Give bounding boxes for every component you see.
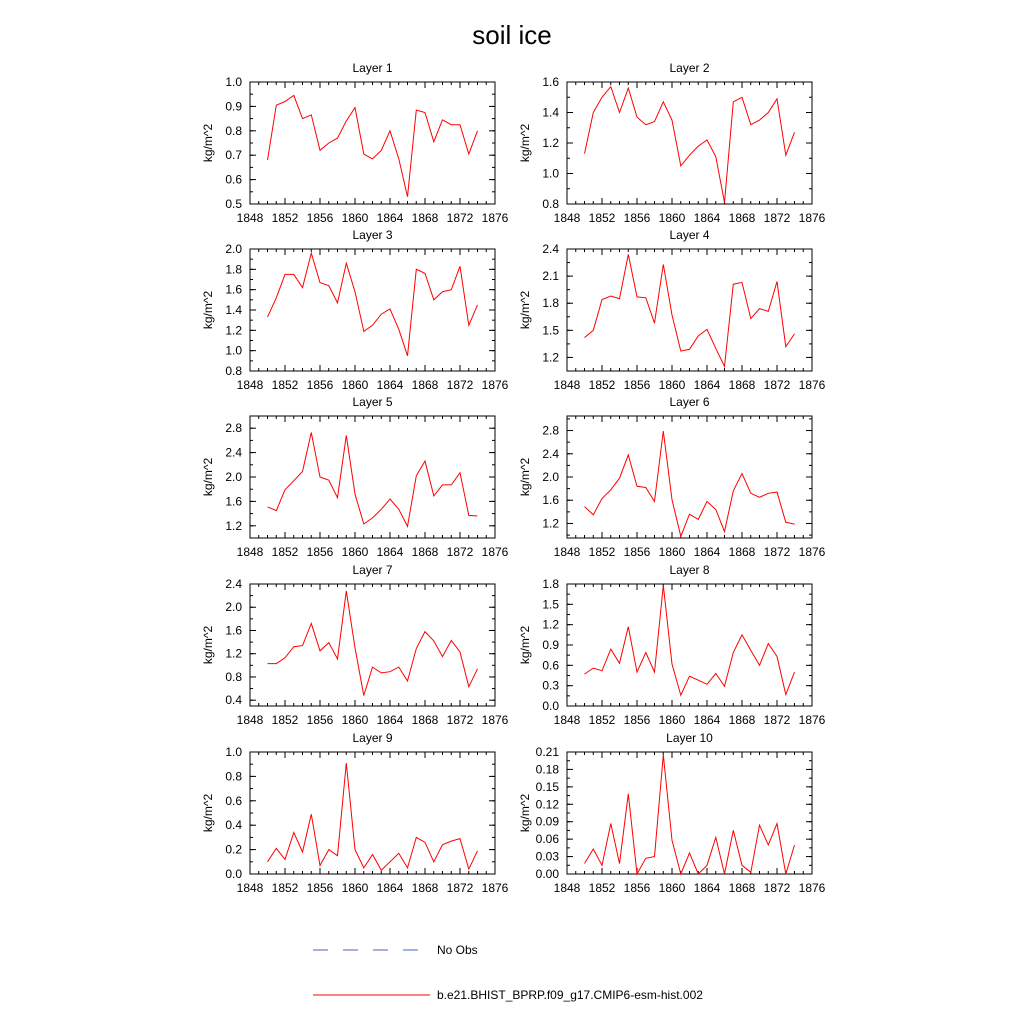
x-tick-label: 1868 bbox=[411, 713, 439, 727]
panel-title: Layer 6 bbox=[669, 395, 710, 409]
x-tick-label: 1872 bbox=[763, 378, 791, 392]
x-tick-label: 1868 bbox=[411, 378, 439, 392]
x-tick-label: 1876 bbox=[798, 545, 826, 559]
panel-title: Layer 1 bbox=[352, 61, 393, 75]
x-tick-label: 1876 bbox=[798, 378, 826, 392]
chart-panel-2 bbox=[518, 61, 826, 225]
y-tick-label: 0.6 bbox=[542, 658, 559, 673]
series-line bbox=[585, 755, 795, 874]
series-line bbox=[268, 591, 478, 696]
x-tick-label: 1872 bbox=[763, 713, 791, 727]
chart-panel-8 bbox=[518, 563, 826, 727]
y-tick-label: 2.0 bbox=[225, 600, 242, 615]
x-tick-label: 1872 bbox=[446, 211, 474, 225]
y-tick-label: 0.9 bbox=[542, 638, 559, 652]
x-tick-label: 1872 bbox=[763, 545, 791, 559]
y-tick-label: 0.09 bbox=[535, 814, 559, 829]
y-tick-label: 0.8 bbox=[225, 769, 242, 784]
x-tick-label: 1876 bbox=[481, 211, 509, 225]
y-axis-label: kg/m^2 bbox=[518, 625, 532, 665]
y-tick-label: 0.8 bbox=[225, 123, 242, 138]
plot-frame bbox=[567, 82, 812, 204]
x-tick-label: 1848 bbox=[236, 378, 264, 392]
panel-title: Layer 7 bbox=[352, 563, 393, 577]
series-line bbox=[268, 763, 478, 870]
series-line bbox=[585, 431, 795, 536]
y-tick-label: 0.3 bbox=[542, 678, 559, 693]
x-tick-label: 1868 bbox=[728, 211, 756, 225]
panel-title: Layer 10 bbox=[666, 731, 713, 745]
y-axis-label: kg/m^2 bbox=[201, 457, 215, 497]
x-tick-label: 1852 bbox=[271, 378, 299, 392]
x-tick-label: 1864 bbox=[376, 545, 404, 559]
x-tick-label: 1872 bbox=[446, 545, 474, 559]
x-tick-label: 1872 bbox=[763, 211, 791, 225]
chart-panel-6 bbox=[518, 395, 826, 559]
x-tick-label: 1856 bbox=[623, 713, 651, 727]
x-tick-label: 1860 bbox=[341, 545, 369, 559]
x-tick-label: 1872 bbox=[446, 713, 474, 727]
y-tick-label: 2.4 bbox=[542, 446, 559, 461]
x-tick-label: 1872 bbox=[446, 378, 474, 392]
x-tick-label: 1864 bbox=[376, 211, 404, 225]
x-tick-label: 1856 bbox=[623, 378, 651, 392]
figure-title: soil ice bbox=[472, 20, 552, 50]
x-tick-label: 1848 bbox=[553, 378, 581, 392]
x-tick-label: 1848 bbox=[236, 211, 264, 225]
legend-no-obs-label: No Obs bbox=[437, 943, 478, 957]
x-tick-label: 1852 bbox=[271, 713, 299, 727]
y-tick-label: 2.0 bbox=[225, 242, 242, 256]
y-tick-label: 1.2 bbox=[542, 350, 559, 365]
y-tick-label: 1.8 bbox=[225, 262, 242, 277]
x-tick-label: 1868 bbox=[411, 545, 439, 559]
x-tick-label: 1876 bbox=[798, 713, 826, 727]
panel-title: Layer 9 bbox=[352, 731, 393, 745]
x-tick-label: 1852 bbox=[271, 545, 299, 559]
x-tick-label: 1848 bbox=[553, 713, 581, 727]
y-tick-label: 1.6 bbox=[225, 494, 242, 509]
series-line bbox=[585, 585, 795, 695]
y-tick-label: 0.5 bbox=[225, 197, 242, 211]
y-tick-label: 2.8 bbox=[225, 421, 242, 436]
y-tick-label: 1.0 bbox=[542, 166, 559, 181]
y-tick-label: 0.0 bbox=[542, 699, 559, 713]
x-tick-label: 1852 bbox=[588, 378, 616, 392]
x-tick-label: 1872 bbox=[763, 881, 791, 895]
y-tick-label: 0.15 bbox=[535, 779, 559, 794]
x-tick-label: 1876 bbox=[481, 881, 509, 895]
chart-panel-1 bbox=[201, 61, 509, 225]
series-line bbox=[268, 253, 478, 356]
y-tick-label: 2.0 bbox=[542, 470, 559, 484]
x-tick-label: 1876 bbox=[481, 713, 509, 727]
y-tick-label: 0.18 bbox=[535, 762, 559, 777]
y-tick-label: 1.2 bbox=[225, 323, 242, 338]
x-tick-label: 1856 bbox=[623, 211, 651, 225]
y-tick-label: 0.9 bbox=[225, 99, 242, 114]
x-tick-label: 1856 bbox=[306, 545, 334, 559]
chart-panel-4 bbox=[518, 228, 826, 392]
panel-title: Layer 4 bbox=[669, 228, 710, 242]
y-tick-label: 0.8 bbox=[542, 197, 559, 211]
x-tick-label: 1864 bbox=[693, 211, 721, 225]
y-tick-label: 0.0 bbox=[225, 867, 242, 881]
x-tick-label: 1860 bbox=[658, 378, 686, 392]
x-tick-label: 1860 bbox=[658, 211, 686, 225]
y-tick-label: 1.5 bbox=[542, 323, 559, 338]
plot-frame bbox=[567, 416, 812, 538]
y-axis-label: kg/m^2 bbox=[201, 625, 215, 665]
panel-title: Layer 2 bbox=[669, 61, 710, 75]
x-tick-label: 1868 bbox=[411, 881, 439, 895]
y-axis-label: kg/m^2 bbox=[518, 123, 532, 163]
chart-panel-3 bbox=[201, 228, 509, 392]
y-tick-label: 1.5 bbox=[542, 597, 559, 612]
y-tick-label: 1.2 bbox=[542, 617, 559, 632]
x-tick-label: 1852 bbox=[271, 881, 299, 895]
x-tick-label: 1860 bbox=[658, 545, 686, 559]
x-tick-label: 1860 bbox=[658, 713, 686, 727]
y-tick-label: 1.6 bbox=[225, 623, 242, 638]
x-tick-label: 1852 bbox=[271, 211, 299, 225]
x-tick-label: 1864 bbox=[376, 378, 404, 392]
y-tick-label: 0.6 bbox=[225, 793, 242, 808]
x-tick-label: 1876 bbox=[481, 378, 509, 392]
y-axis-label: kg/m^2 bbox=[518, 793, 532, 833]
x-tick-label: 1876 bbox=[481, 545, 509, 559]
chart-panel-7 bbox=[201, 563, 509, 727]
y-tick-label: 2.4 bbox=[225, 577, 242, 591]
x-tick-label: 1856 bbox=[623, 545, 651, 559]
x-tick-label: 1868 bbox=[728, 378, 756, 392]
x-tick-label: 1868 bbox=[728, 713, 756, 727]
y-tick-label: 1.4 bbox=[225, 303, 242, 317]
y-tick-label: 0.03 bbox=[535, 849, 559, 864]
x-tick-label: 1868 bbox=[728, 881, 756, 895]
x-tick-label: 1864 bbox=[693, 881, 721, 895]
plot-frame bbox=[250, 584, 495, 706]
y-tick-label: 0.8 bbox=[225, 669, 242, 684]
x-tick-label: 1868 bbox=[411, 211, 439, 225]
x-tick-label: 1864 bbox=[693, 378, 721, 392]
x-tick-label: 1852 bbox=[588, 713, 616, 727]
y-tick-label: 1.2 bbox=[225, 518, 242, 533]
y-tick-label: 0.00 bbox=[535, 867, 559, 881]
series-line bbox=[585, 254, 795, 366]
plot-frame bbox=[250, 416, 495, 538]
x-tick-label: 1856 bbox=[306, 211, 334, 225]
y-tick-label: 1.0 bbox=[225, 75, 242, 89]
plot-frame bbox=[567, 249, 812, 371]
panel-title: Layer 8 bbox=[669, 563, 710, 577]
y-tick-label: 2.8 bbox=[542, 423, 559, 438]
x-tick-label: 1848 bbox=[236, 713, 264, 727]
x-tick-label: 1872 bbox=[446, 881, 474, 895]
y-tick-label: 1.8 bbox=[542, 296, 559, 311]
y-axis-label: kg/m^2 bbox=[201, 793, 215, 833]
y-tick-label: 0.2 bbox=[225, 842, 242, 857]
chart-panel-9 bbox=[201, 731, 509, 895]
x-tick-label: 1860 bbox=[341, 713, 369, 727]
x-tick-label: 1856 bbox=[306, 378, 334, 392]
x-tick-label: 1856 bbox=[623, 881, 651, 895]
series-line bbox=[585, 87, 795, 203]
x-tick-label: 1860 bbox=[341, 211, 369, 225]
x-tick-label: 1860 bbox=[341, 378, 369, 392]
plot-frame bbox=[250, 752, 495, 874]
y-tick-label: 2.4 bbox=[542, 242, 559, 256]
x-tick-label: 1864 bbox=[376, 713, 404, 727]
chart-panel-5 bbox=[201, 395, 509, 559]
x-tick-label: 1864 bbox=[693, 713, 721, 727]
y-tick-label: 0.06 bbox=[535, 832, 559, 847]
x-tick-label: 1852 bbox=[588, 881, 616, 895]
x-tick-label: 1860 bbox=[341, 881, 369, 895]
y-tick-label: 0.8 bbox=[225, 364, 242, 378]
y-axis-label: kg/m^2 bbox=[518, 290, 532, 330]
x-tick-label: 1852 bbox=[588, 545, 616, 559]
y-tick-label: 2.0 bbox=[225, 470, 242, 484]
y-tick-label: 1.8 bbox=[542, 577, 559, 591]
y-axis-label: kg/m^2 bbox=[201, 290, 215, 330]
y-tick-label: 2.4 bbox=[225, 445, 242, 460]
x-tick-label: 1852 bbox=[588, 211, 616, 225]
y-tick-label: 0.4 bbox=[225, 818, 242, 833]
y-axis-label: kg/m^2 bbox=[201, 123, 215, 163]
x-tick-label: 1876 bbox=[798, 881, 826, 895]
x-tick-label: 1848 bbox=[553, 211, 581, 225]
y-tick-label: 0.7 bbox=[225, 148, 242, 163]
y-tick-label: 1.6 bbox=[542, 493, 559, 508]
y-tick-label: 1.2 bbox=[542, 136, 559, 150]
y-tick-label: 0.6 bbox=[225, 172, 242, 187]
x-tick-label: 1860 bbox=[658, 881, 686, 895]
panels bbox=[201, 61, 826, 895]
y-axis-label: kg/m^2 bbox=[518, 457, 532, 497]
y-tick-label: 1.2 bbox=[225, 646, 242, 661]
series-line bbox=[268, 433, 478, 527]
plot-frame bbox=[567, 584, 812, 706]
legend bbox=[313, 943, 703, 1002]
x-tick-label: 1848 bbox=[236, 881, 264, 895]
y-tick-label: 1.0 bbox=[225, 745, 242, 759]
chart-panel-10 bbox=[518, 731, 826, 895]
y-tick-label: 0.12 bbox=[535, 797, 559, 812]
x-tick-label: 1848 bbox=[236, 545, 264, 559]
y-tick-label: 1.6 bbox=[225, 282, 242, 297]
x-tick-label: 1864 bbox=[376, 881, 404, 895]
y-tick-label: 0.21 bbox=[535, 745, 559, 759]
x-tick-label: 1848 bbox=[553, 881, 581, 895]
x-tick-label: 1856 bbox=[306, 713, 334, 727]
x-tick-label: 1864 bbox=[693, 545, 721, 559]
x-tick-label: 1876 bbox=[798, 211, 826, 225]
series-line bbox=[268, 95, 478, 196]
panel-title: Layer 3 bbox=[352, 228, 393, 242]
y-tick-label: 2.1 bbox=[542, 269, 559, 284]
panel-title: Layer 5 bbox=[352, 395, 393, 409]
x-tick-label: 1856 bbox=[306, 881, 334, 895]
legend-model-label: b.e21.BHIST_BPRP.f09_g17.CMIP6-esm-hist.002 bbox=[437, 988, 703, 1002]
y-tick-label: 1.0 bbox=[225, 343, 242, 358]
x-tick-label: 1848 bbox=[553, 545, 581, 559]
y-tick-label: 1.4 bbox=[542, 105, 559, 120]
y-tick-label: 0.4 bbox=[225, 693, 242, 708]
y-tick-label: 1.6 bbox=[542, 75, 559, 89]
x-tick-label: 1868 bbox=[728, 545, 756, 559]
y-tick-label: 1.2 bbox=[542, 516, 559, 531]
plot-frame bbox=[250, 249, 495, 371]
